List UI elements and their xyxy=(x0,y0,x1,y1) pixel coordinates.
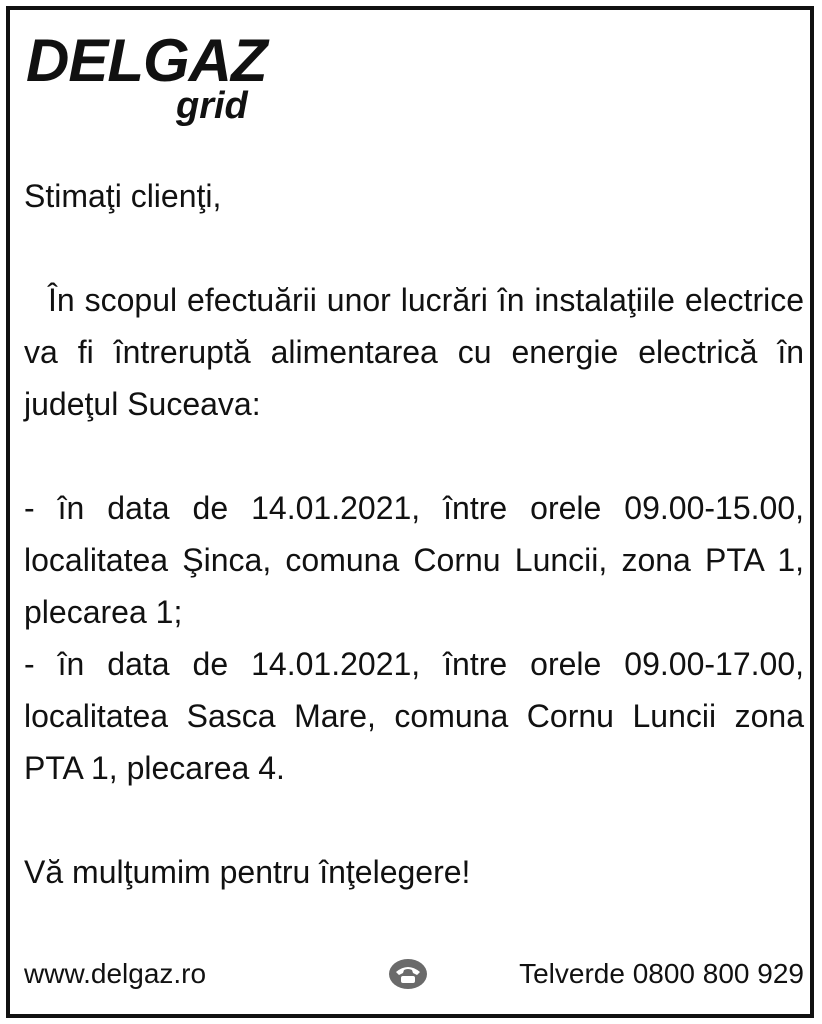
notice-frame xyxy=(6,6,814,1018)
intro-paragraph: În scopul efectuării unor lucrări în instalaţiile electrice va fi întreruptă alimentarea cu energie electrică în judeţul Suceava: xyxy=(24,282,804,422)
list-item: - în data de 14.01.2021, între orele 09.00-15.00, localitatea Şinca, comuna Cornu Luncii, zona PTA 1, plecarea 1; xyxy=(24,490,804,630)
thanks-line: Vă mulţumim pentru înţelegere! xyxy=(24,854,471,890)
list-item: - în data de 14.01.2021, între orele 09.00-17.00, localitatea Sasca Mare, comuna Cornu Luncii zona PTA 1, plecarea 4. xyxy=(24,646,804,786)
logo-brand: DELGAZ xyxy=(26,27,267,94)
greeting: Stimaţi clienţi, xyxy=(24,178,222,214)
footer xyxy=(24,954,804,994)
logo-sub: grid xyxy=(176,85,248,127)
delgaz-logo xyxy=(26,26,286,126)
website-link[interactable]: www.delgaz.ro xyxy=(24,958,207,989)
phone-number: Telverde 0800 800 929 xyxy=(519,958,804,989)
telephone-icon xyxy=(388,958,428,990)
